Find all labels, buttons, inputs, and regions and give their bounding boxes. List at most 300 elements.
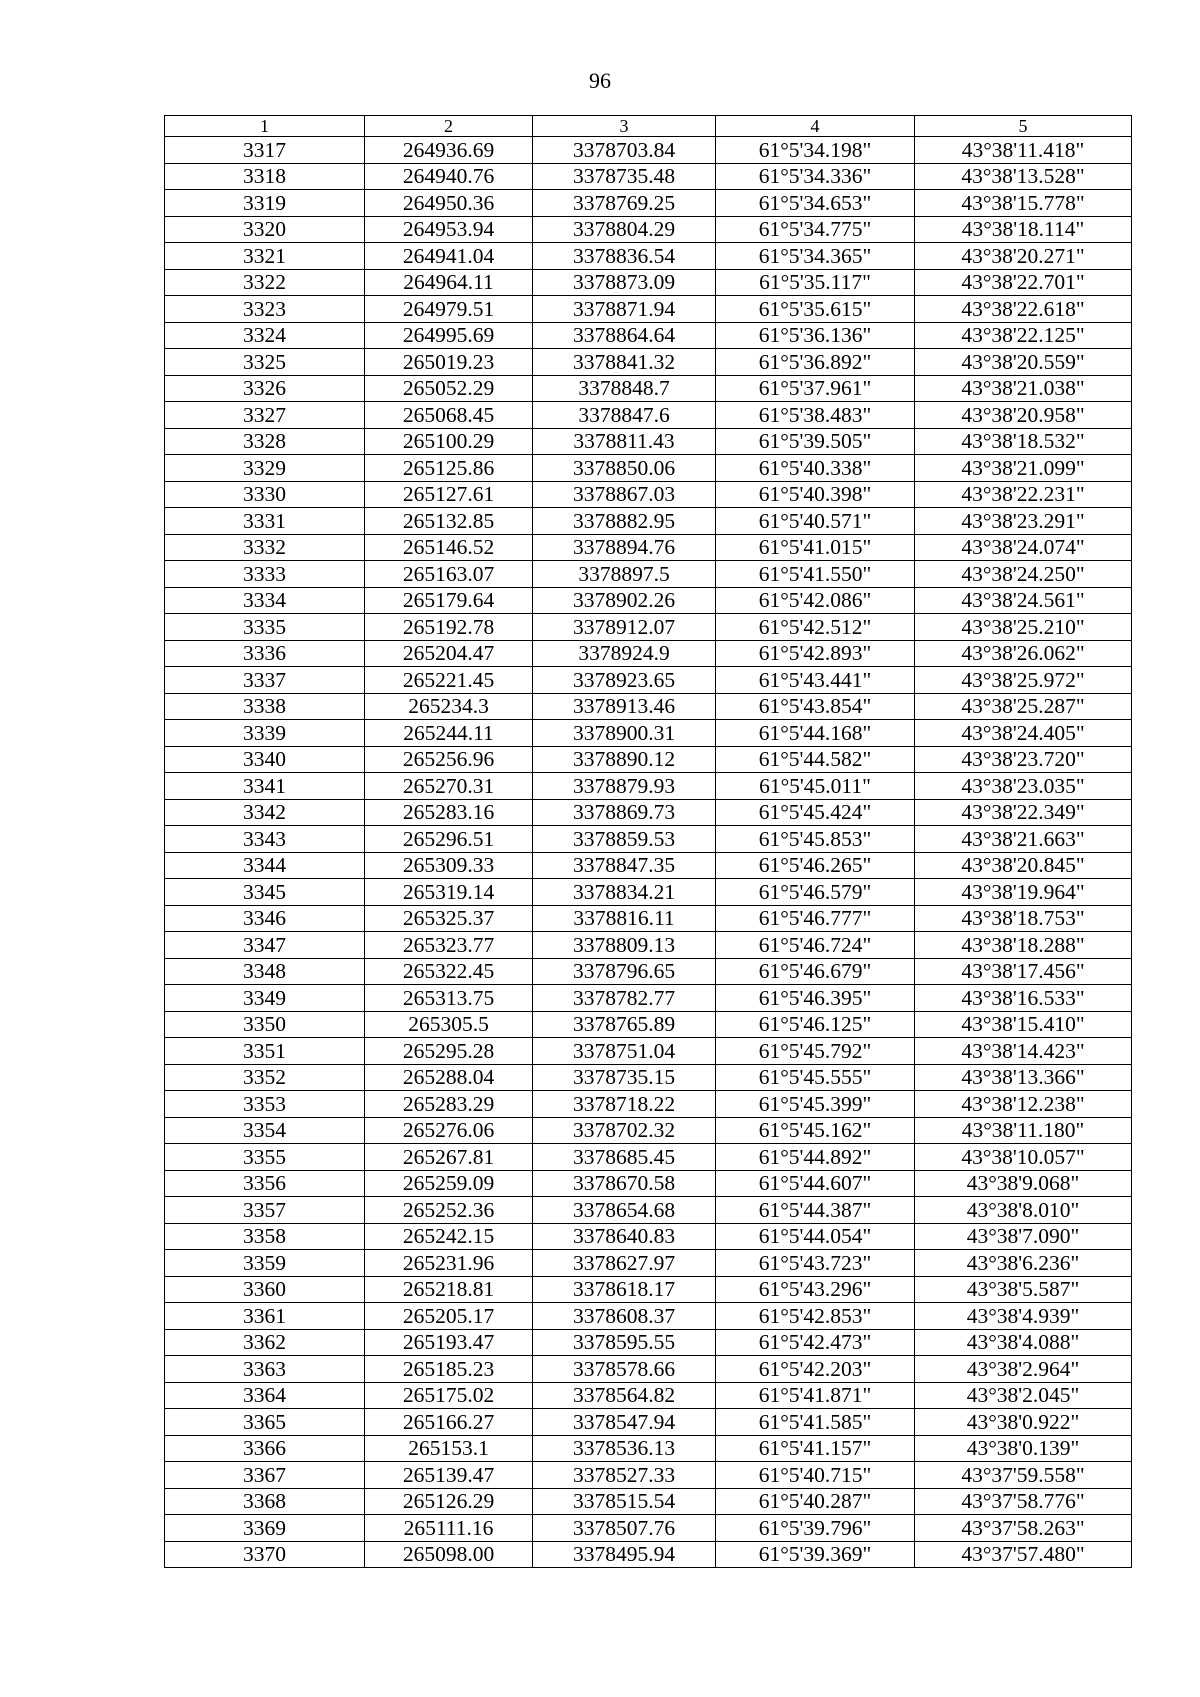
latitude-cell: 43°38'0.922": [915, 1409, 1132, 1436]
point-number-cell: 3360: [165, 1276, 365, 1303]
y-coordinate-cell: 3378804.29: [533, 216, 716, 243]
point-number-cell: 3370: [165, 1541, 365, 1568]
x-coordinate-cell: 264940.76: [365, 163, 533, 190]
point-number-cell: 3368: [165, 1488, 365, 1515]
y-coordinate-cell: 3378859.53: [533, 826, 716, 853]
latitude-cell: 43°38'24.405": [915, 720, 1132, 747]
longitude-cell: 61°5'39.796": [716, 1515, 915, 1542]
longitude-cell: 61°5'43.441": [716, 667, 915, 694]
latitude-cell: 43°38'0.139": [915, 1435, 1132, 1462]
y-coordinate-cell: 3378769.25: [533, 190, 716, 217]
point-number-cell: 3321: [165, 243, 365, 270]
table-row: [165, 1011, 1132, 1038]
point-number-cell: 3367: [165, 1462, 365, 1489]
longitude-cell: 61°5'45.792": [716, 1038, 915, 1065]
table-row: [165, 481, 1132, 508]
table-row: [165, 1038, 1132, 1065]
x-coordinate-cell: 265193.47: [365, 1329, 533, 1356]
point-number-cell: 3355: [165, 1144, 365, 1171]
y-coordinate-cell: 3378608.37: [533, 1303, 716, 1330]
table-row: [165, 1329, 1132, 1356]
y-coordinate-cell: 3378640.83: [533, 1223, 716, 1250]
latitude-cell: 43°38'14.423": [915, 1038, 1132, 1065]
table-row: [165, 508, 1132, 535]
longitude-cell: 61°5'41.550": [716, 561, 915, 588]
point-number-cell: 3323: [165, 296, 365, 323]
y-coordinate-cell: 3378869.73: [533, 799, 716, 826]
y-coordinate-cell: 3378718.22: [533, 1091, 716, 1118]
point-number-cell: 3362: [165, 1329, 365, 1356]
point-number-cell: 3324: [165, 322, 365, 349]
y-coordinate-cell: 3378595.55: [533, 1329, 716, 1356]
longitude-cell: 61°5'44.168": [716, 720, 915, 747]
latitude-cell: 43°38'10.057": [915, 1144, 1132, 1171]
table-row: [165, 587, 1132, 614]
point-number-cell: 3329: [165, 455, 365, 482]
longitude-cell: 61°5'44.582": [716, 746, 915, 773]
longitude-cell: 61°5'46.579": [716, 879, 915, 906]
longitude-cell: 61°5'43.723": [716, 1250, 915, 1277]
point-number-cell: 3330: [165, 481, 365, 508]
table-row: [165, 1462, 1132, 1489]
longitude-cell: 61°5'41.585": [716, 1409, 915, 1436]
y-coordinate-cell: 3378670.58: [533, 1170, 716, 1197]
y-coordinate-cell: 3378890.12: [533, 746, 716, 773]
table-row: [165, 1276, 1132, 1303]
x-coordinate-cell: 265322.45: [365, 958, 533, 985]
latitude-cell: 43°38'12.238": [915, 1091, 1132, 1118]
point-number-cell: 3342: [165, 799, 365, 826]
table-row: [165, 905, 1132, 932]
latitude-cell: 43°37'57.480": [915, 1541, 1132, 1568]
table-row: [165, 667, 1132, 694]
latitude-cell: 43°38'24.250": [915, 561, 1132, 588]
longitude-cell: 61°5'46.724": [716, 932, 915, 959]
table-row: [165, 1197, 1132, 1224]
point-number-cell: 3356: [165, 1170, 365, 1197]
table-row: [165, 561, 1132, 588]
table-row: [165, 296, 1132, 323]
longitude-cell: 61°5'45.162": [716, 1117, 915, 1144]
y-coordinate-cell: 3378847.35: [533, 852, 716, 879]
x-coordinate-cell: 265068.45: [365, 402, 533, 429]
x-coordinate-cell: 265179.64: [365, 587, 533, 614]
point-number-cell: 3366: [165, 1435, 365, 1462]
y-coordinate-cell: 3378867.03: [533, 481, 716, 508]
longitude-cell: 61°5'40.338": [716, 455, 915, 482]
point-number-cell: 3333: [165, 561, 365, 588]
x-coordinate-cell: 265309.33: [365, 852, 533, 879]
longitude-cell: 61°5'34.198": [716, 137, 915, 164]
latitude-cell: 43°38'20.845": [915, 852, 1132, 879]
column-header-5: 5: [915, 116, 1132, 137]
latitude-cell: 43°38'6.236": [915, 1250, 1132, 1277]
y-coordinate-cell: 3378654.68: [533, 1197, 716, 1224]
y-coordinate-cell: 3378897.5: [533, 561, 716, 588]
table-row: [165, 852, 1132, 879]
longitude-cell: 61°5'35.117": [716, 269, 915, 296]
y-coordinate-cell: 3378564.82: [533, 1382, 716, 1409]
point-number-cell: 3332: [165, 534, 365, 561]
y-coordinate-cell: 3378882.95: [533, 508, 716, 535]
latitude-cell: 43°38'20.271": [915, 243, 1132, 270]
longitude-cell: 61°5'42.086": [716, 587, 915, 614]
x-coordinate-cell: 265276.06: [365, 1117, 533, 1144]
latitude-cell: 43°37'58.776": [915, 1488, 1132, 1515]
table-row: [165, 1223, 1132, 1250]
point-number-cell: 3350: [165, 1011, 365, 1038]
x-coordinate-cell: 265252.36: [365, 1197, 533, 1224]
latitude-cell: 43°38'19.964": [915, 879, 1132, 906]
longitude-cell: 61°5'45.011": [716, 773, 915, 800]
table-row: [165, 243, 1132, 270]
latitude-cell: 43°38'2.045": [915, 1382, 1132, 1409]
point-number-cell: 3320: [165, 216, 365, 243]
latitude-cell: 43°38'22.231": [915, 481, 1132, 508]
point-number-cell: 3363: [165, 1356, 365, 1383]
table-row: [165, 1435, 1132, 1462]
x-coordinate-cell: 265288.04: [365, 1064, 533, 1091]
x-coordinate-cell: 264953.94: [365, 216, 533, 243]
x-coordinate-cell: 265270.31: [365, 773, 533, 800]
table-row: [165, 402, 1132, 429]
latitude-cell: 43°38'20.958": [915, 402, 1132, 429]
point-number-cell: 3325: [165, 349, 365, 376]
longitude-cell: 61°5'45.555": [716, 1064, 915, 1091]
longitude-cell: 61°5'46.265": [716, 852, 915, 879]
column-header-1: 1: [165, 116, 365, 137]
latitude-cell: 43°38'16.533": [915, 985, 1132, 1012]
x-coordinate-cell: 265259.09: [365, 1170, 533, 1197]
x-coordinate-cell: 265019.23: [365, 349, 533, 376]
longitude-cell: 61°5'44.387": [716, 1197, 915, 1224]
x-coordinate-cell: 264979.51: [365, 296, 533, 323]
x-coordinate-cell: 265132.85: [365, 508, 533, 535]
point-number-cell: 3339: [165, 720, 365, 747]
latitude-cell: 43°38'23.720": [915, 746, 1132, 773]
longitude-cell: 61°5'46.777": [716, 905, 915, 932]
y-coordinate-cell: 3378923.65: [533, 667, 716, 694]
y-coordinate-cell: 3378850.06: [533, 455, 716, 482]
table-row: [165, 1382, 1132, 1409]
longitude-cell: 61°5'41.157": [716, 1435, 915, 1462]
table-header: [165, 116, 1132, 137]
point-number-cell: 3353: [165, 1091, 365, 1118]
y-coordinate-cell: 3378735.48: [533, 163, 716, 190]
longitude-cell: 61°5'40.571": [716, 508, 915, 535]
x-coordinate-cell: 265256.96: [365, 746, 533, 773]
table-row: [165, 958, 1132, 985]
x-coordinate-cell: 265242.15: [365, 1223, 533, 1250]
y-coordinate-cell: 3378834.21: [533, 879, 716, 906]
latitude-cell: 43°38'24.074": [915, 534, 1132, 561]
longitude-cell: 61°5'37.961": [716, 375, 915, 402]
x-coordinate-cell: 265319.14: [365, 879, 533, 906]
table-row: [165, 216, 1132, 243]
longitude-cell: 61°5'44.892": [716, 1144, 915, 1171]
y-coordinate-cell: 3378836.54: [533, 243, 716, 270]
point-number-cell: 3361: [165, 1303, 365, 1330]
point-number-cell: 3358: [165, 1223, 365, 1250]
latitude-cell: 43°38'23.291": [915, 508, 1132, 535]
x-coordinate-cell: 265204.47: [365, 640, 533, 667]
table-row: [165, 1356, 1132, 1383]
x-coordinate-cell: 265111.16: [365, 1515, 533, 1542]
point-number-cell: 3352: [165, 1064, 365, 1091]
latitude-cell: 43°38'18.288": [915, 932, 1132, 959]
longitude-cell: 61°5'46.125": [716, 1011, 915, 1038]
x-coordinate-cell: 264995.69: [365, 322, 533, 349]
latitude-cell: 43°38'18.753": [915, 905, 1132, 932]
longitude-cell: 61°5'44.607": [716, 1170, 915, 1197]
x-coordinate-cell: 265100.29: [365, 428, 533, 455]
x-coordinate-cell: 265323.77: [365, 932, 533, 959]
table-row: [165, 1488, 1132, 1515]
x-coordinate-cell: 264950.36: [365, 190, 533, 217]
point-number-cell: 3331: [165, 508, 365, 535]
x-coordinate-cell: 265163.07: [365, 561, 533, 588]
table-row: [165, 1409, 1132, 1436]
x-coordinate-cell: 265052.29: [365, 375, 533, 402]
x-coordinate-cell: 265267.81: [365, 1144, 533, 1171]
point-number-cell: 3346: [165, 905, 365, 932]
page-number: 96: [589, 68, 611, 93]
latitude-cell: 43°38'5.587": [915, 1276, 1132, 1303]
longitude-cell: 61°5'42.893": [716, 640, 915, 667]
table-row: [165, 455, 1132, 482]
latitude-cell: 43°38'21.663": [915, 826, 1132, 853]
y-coordinate-cell: 3378809.13: [533, 932, 716, 959]
table-body: [165, 137, 1132, 1568]
longitude-cell: 61°5'42.203": [716, 1356, 915, 1383]
x-coordinate-cell: 265283.29: [365, 1091, 533, 1118]
table-row: [165, 349, 1132, 376]
longitude-cell: 61°5'45.424": [716, 799, 915, 826]
y-coordinate-cell: 3378618.17: [533, 1276, 716, 1303]
latitude-cell: 43°38'25.972": [915, 667, 1132, 694]
latitude-cell: 43°37'58.263": [915, 1515, 1132, 1542]
y-coordinate-cell: 3378811.43: [533, 428, 716, 455]
y-coordinate-cell: 3378495.94: [533, 1541, 716, 1568]
longitude-cell: 61°5'44.054": [716, 1223, 915, 1250]
table-row: [165, 163, 1132, 190]
y-coordinate-cell: 3378515.54: [533, 1488, 716, 1515]
latitude-cell: 43°38'8.010": [915, 1197, 1132, 1224]
coordinates-table: [164, 115, 1132, 1568]
column-header-4: 4: [716, 116, 915, 137]
longitude-cell: 61°5'34.365": [716, 243, 915, 270]
x-coordinate-cell: 265205.17: [365, 1303, 533, 1330]
y-coordinate-cell: 3378902.26: [533, 587, 716, 614]
longitude-cell: 61°5'34.775": [716, 216, 915, 243]
longitude-cell: 61°5'38.483": [716, 402, 915, 429]
latitude-cell: 43°38'22.125": [915, 322, 1132, 349]
y-coordinate-cell: 3378848.7: [533, 375, 716, 402]
table-row: [165, 1515, 1132, 1542]
latitude-cell: 43°38'15.410": [915, 1011, 1132, 1038]
y-coordinate-cell: 3378547.94: [533, 1409, 716, 1436]
x-coordinate-cell: 265234.3: [365, 693, 533, 720]
table-row: [165, 375, 1132, 402]
y-coordinate-cell: 3378913.46: [533, 693, 716, 720]
y-coordinate-cell: 3378765.89: [533, 1011, 716, 1038]
longitude-cell: 61°5'34.653": [716, 190, 915, 217]
point-number-cell: 3322: [165, 269, 365, 296]
table-row: [165, 1064, 1132, 1091]
y-coordinate-cell: 3378894.76: [533, 534, 716, 561]
point-number-cell: 3326: [165, 375, 365, 402]
x-coordinate-cell: 265244.11: [365, 720, 533, 747]
y-coordinate-cell: 3378751.04: [533, 1038, 716, 1065]
x-coordinate-cell: 264936.69: [365, 137, 533, 164]
y-coordinate-cell: 3378702.32: [533, 1117, 716, 1144]
table-row: [165, 190, 1132, 217]
longitude-cell: 61°5'35.615": [716, 296, 915, 323]
y-coordinate-cell: 3378900.31: [533, 720, 716, 747]
table-row: [165, 1170, 1132, 1197]
y-coordinate-cell: 3378627.97: [533, 1250, 716, 1277]
table-row: [165, 534, 1132, 561]
longitude-cell: 61°5'40.287": [716, 1488, 915, 1515]
x-coordinate-cell: 265175.02: [365, 1382, 533, 1409]
latitude-cell: 43°38'20.559": [915, 349, 1132, 376]
longitude-cell: 61°5'39.505": [716, 428, 915, 455]
point-number-cell: 3328: [165, 428, 365, 455]
x-coordinate-cell: 265325.37: [365, 905, 533, 932]
latitude-cell: 43°38'26.062": [915, 640, 1132, 667]
x-coordinate-cell: 265295.28: [365, 1038, 533, 1065]
longitude-cell: 61°5'36.892": [716, 349, 915, 376]
x-coordinate-cell: 265221.45: [365, 667, 533, 694]
y-coordinate-cell: 3378507.76: [533, 1515, 716, 1542]
longitude-cell: 61°5'43.296": [716, 1276, 915, 1303]
latitude-cell: 43°38'24.561": [915, 587, 1132, 614]
point-number-cell: 3327: [165, 402, 365, 429]
longitude-cell: 61°5'45.853": [716, 826, 915, 853]
longitude-cell: 61°5'39.369": [716, 1541, 915, 1568]
x-coordinate-cell: 264941.04: [365, 243, 533, 270]
latitude-cell: 43°38'9.068": [915, 1170, 1132, 1197]
y-coordinate-cell: 3378879.93: [533, 773, 716, 800]
longitude-cell: 61°5'40.715": [716, 1462, 915, 1489]
y-coordinate-cell: 3378871.94: [533, 296, 716, 323]
point-number-cell: 3336: [165, 640, 365, 667]
table-row: [165, 1303, 1132, 1330]
longitude-cell: 61°5'42.473": [716, 1329, 915, 1356]
point-number-cell: 3364: [165, 1382, 365, 1409]
latitude-cell: 43°38'13.528": [915, 163, 1132, 190]
y-coordinate-cell: 3378796.65: [533, 958, 716, 985]
latitude-cell: 43°38'22.701": [915, 269, 1132, 296]
latitude-cell: 43°38'25.210": [915, 614, 1132, 641]
y-coordinate-cell: 3378924.9: [533, 640, 716, 667]
table-row: [165, 1250, 1132, 1277]
table-row: [165, 1144, 1132, 1171]
x-coordinate-cell: 265153.1: [365, 1435, 533, 1462]
point-number-cell: 3338: [165, 693, 365, 720]
latitude-cell: 43°38'4.939": [915, 1303, 1132, 1330]
longitude-cell: 61°5'43.854": [716, 693, 915, 720]
latitude-cell: 43°38'11.180": [915, 1117, 1132, 1144]
point-number-cell: 3318: [165, 163, 365, 190]
table-row: [165, 879, 1132, 906]
point-number-cell: 3335: [165, 614, 365, 641]
point-number-cell: 3341: [165, 773, 365, 800]
y-coordinate-cell: 3378735.15: [533, 1064, 716, 1091]
y-coordinate-cell: 3378912.07: [533, 614, 716, 641]
longitude-cell: 61°5'46.679": [716, 958, 915, 985]
y-coordinate-cell: 3378841.32: [533, 349, 716, 376]
table-row: [165, 720, 1132, 747]
longitude-cell: 61°5'36.136": [716, 322, 915, 349]
x-coordinate-cell: 265098.00: [365, 1541, 533, 1568]
longitude-cell: 61°5'42.512": [716, 614, 915, 641]
latitude-cell: 43°38'23.035": [915, 773, 1132, 800]
column-header-3: 3: [533, 116, 716, 137]
latitude-cell: 43°38'25.287": [915, 693, 1132, 720]
table-row: [165, 614, 1132, 641]
latitude-cell: 43°38'21.099": [915, 455, 1132, 482]
x-coordinate-cell: 265313.75: [365, 985, 533, 1012]
x-coordinate-cell: 265127.61: [365, 481, 533, 508]
latitude-cell: 43°38'11.418": [915, 137, 1132, 164]
x-coordinate-cell: 265146.52: [365, 534, 533, 561]
point-number-cell: 3344: [165, 852, 365, 879]
y-coordinate-cell: 3378703.84: [533, 137, 716, 164]
x-coordinate-cell: 265218.81: [365, 1276, 533, 1303]
y-coordinate-cell: 3378782.77: [533, 985, 716, 1012]
table-row: [165, 1117, 1132, 1144]
point-number-cell: 3347: [165, 932, 365, 959]
latitude-cell: 43°38'22.618": [915, 296, 1132, 323]
latitude-cell: 43°38'7.090": [915, 1223, 1132, 1250]
longitude-cell: 61°5'34.336": [716, 163, 915, 190]
point-number-cell: 3349: [165, 985, 365, 1012]
y-coordinate-cell: 3378847.6: [533, 402, 716, 429]
x-coordinate-cell: 264964.11: [365, 269, 533, 296]
latitude-cell: 43°38'13.366": [915, 1064, 1132, 1091]
point-number-cell: 3340: [165, 746, 365, 773]
point-number-cell: 3365: [165, 1409, 365, 1436]
latitude-cell: 43°38'4.088": [915, 1329, 1132, 1356]
table-row: [165, 640, 1132, 667]
latitude-cell: 43°38'2.964": [915, 1356, 1132, 1383]
point-number-cell: 3369: [165, 1515, 365, 1542]
longitude-cell: 61°5'45.399": [716, 1091, 915, 1118]
y-coordinate-cell: 3378527.33: [533, 1462, 716, 1489]
table-row: [165, 826, 1132, 853]
latitude-cell: 43°38'22.349": [915, 799, 1132, 826]
latitude-cell: 43°38'21.038": [915, 375, 1132, 402]
point-number-cell: 3319: [165, 190, 365, 217]
point-number-cell: 3337: [165, 667, 365, 694]
x-coordinate-cell: 265192.78: [365, 614, 533, 641]
latitude-cell: 43°38'18.532": [915, 428, 1132, 455]
x-coordinate-cell: 265166.27: [365, 1409, 533, 1436]
x-coordinate-cell: 265296.51: [365, 826, 533, 853]
latitude-cell: 43°38'15.778": [915, 190, 1132, 217]
table-row: [165, 773, 1132, 800]
table-row: [165, 693, 1132, 720]
table-row: [165, 746, 1132, 773]
table-row: [165, 137, 1132, 164]
latitude-cell: 43°38'18.114": [915, 216, 1132, 243]
header-row: [165, 116, 1132, 137]
longitude-cell: 61°5'46.395": [716, 985, 915, 1012]
table-row: [165, 1541, 1132, 1568]
table-row: [165, 985, 1132, 1012]
y-coordinate-cell: 3378864.64: [533, 322, 716, 349]
